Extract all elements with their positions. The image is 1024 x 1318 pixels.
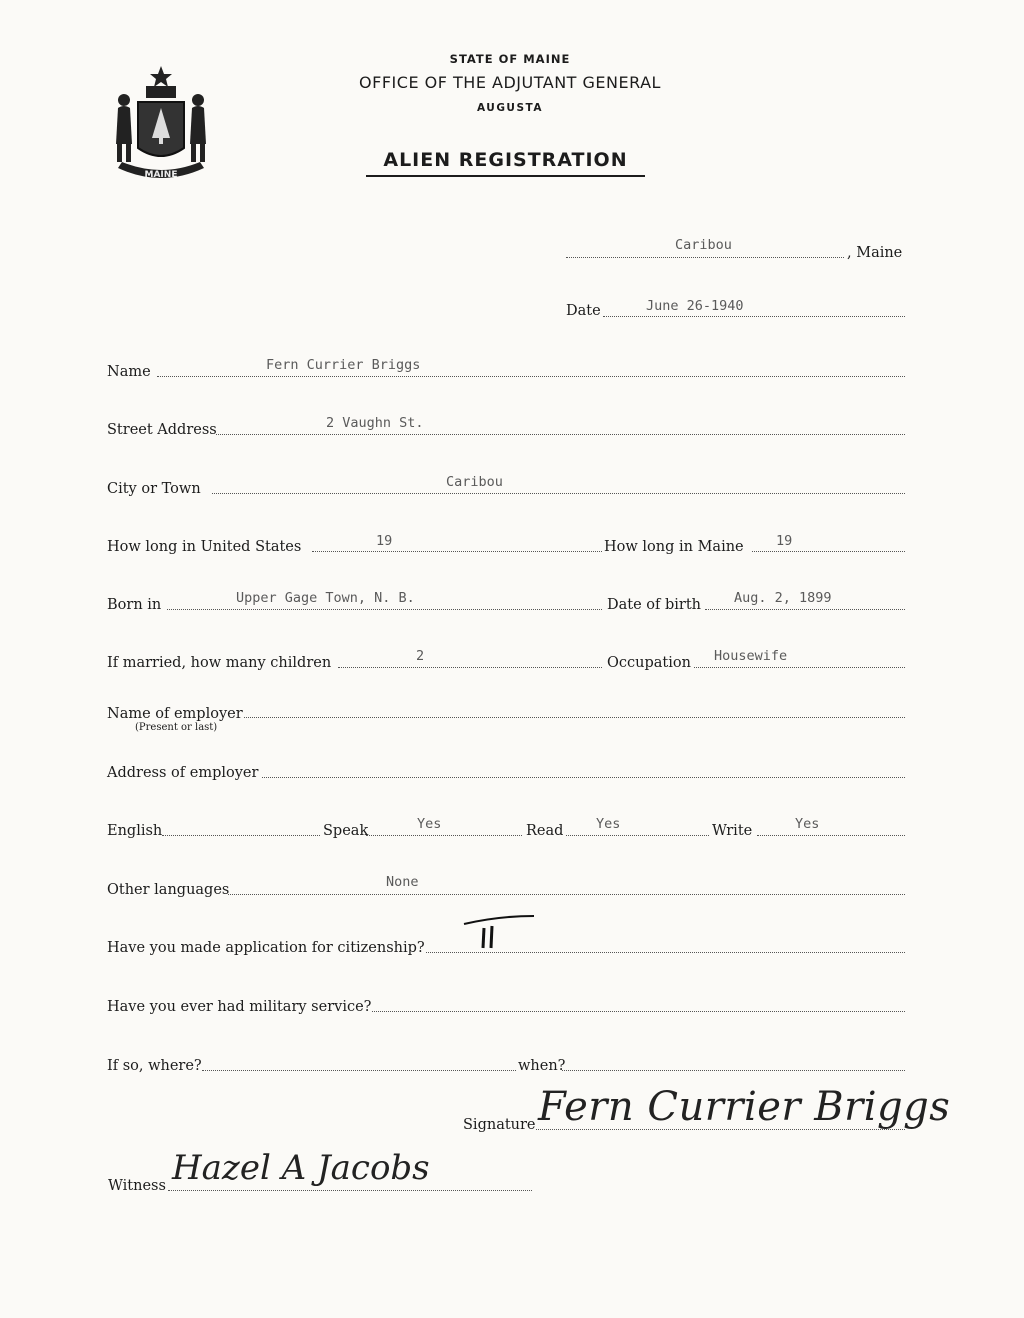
occupation-value: Housewife xyxy=(714,648,788,664)
us-value: 19 xyxy=(376,533,393,549)
date-line xyxy=(603,316,905,317)
where-line xyxy=(202,1070,516,1071)
children-value: 2 xyxy=(416,648,425,664)
date-label: Date xyxy=(566,303,601,319)
citizenship-label: Have you made application for citizenship? xyxy=(107,940,425,956)
speak-value: Yes xyxy=(417,816,442,832)
employer-address-line xyxy=(262,777,905,778)
born-label: Born in xyxy=(107,597,162,613)
place-line xyxy=(566,257,844,258)
us-line xyxy=(312,551,602,552)
street-line xyxy=(216,434,905,435)
born-line xyxy=(167,609,602,610)
city-value: Caribou xyxy=(446,474,503,490)
header-city: AUGUSTA xyxy=(476,102,543,114)
english-line xyxy=(162,835,320,836)
other-lang-line xyxy=(228,894,905,895)
header-state: STATE OF MAINE xyxy=(449,52,571,66)
maine-value: 19 xyxy=(776,533,793,549)
witness-label: Witness xyxy=(108,1178,166,1194)
maine-state-seal xyxy=(108,64,214,186)
witness-value: Hazel A Jacobs xyxy=(172,1148,430,1188)
signature-value: Fern Currier Briggs xyxy=(538,1084,951,1130)
when-label: when? xyxy=(518,1058,566,1074)
maine-label: How long in Maine xyxy=(604,539,744,555)
header-office: OFFICE OF THE ADJUTANT GENERAL xyxy=(359,73,661,92)
street-value: 2 Vaughn St. xyxy=(326,415,424,431)
citizenship-line xyxy=(426,952,905,953)
occupation-line xyxy=(694,667,905,668)
employer-label: Name of employer xyxy=(107,706,243,722)
where-label: If so, where? xyxy=(107,1058,202,1074)
children-label: If married, how many children xyxy=(107,655,332,671)
dob-value: Aug. 2, 1899 xyxy=(734,590,832,606)
us-label: How long in United States xyxy=(107,539,302,555)
employer-sub: (Present or last) xyxy=(135,722,218,733)
write-value: Yes xyxy=(795,816,820,832)
military-line xyxy=(372,1011,905,1012)
born-value: Upper Gage Town, N. B. xyxy=(236,590,415,606)
dob-label: Date of birth xyxy=(607,597,702,613)
city-line xyxy=(212,493,905,494)
military-label: Have you ever had military service? xyxy=(107,999,372,1015)
witness-line xyxy=(168,1190,532,1191)
speak-label: Speak xyxy=(323,823,369,839)
seal-label: MAINE xyxy=(144,170,178,180)
place-value: Caribou xyxy=(675,237,732,253)
maine-line xyxy=(752,551,905,552)
name-line xyxy=(157,376,905,377)
when-line xyxy=(562,1070,905,1071)
speak-line xyxy=(366,835,522,836)
dob-line xyxy=(705,609,905,610)
name-value: Fern Currier Briggs xyxy=(266,357,421,373)
other-lang-value: None xyxy=(386,874,419,890)
write-label: Write xyxy=(712,823,753,839)
form-title: ALIEN REGISTRATION xyxy=(366,149,645,177)
ditto-mark xyxy=(458,912,538,952)
children-line xyxy=(338,667,602,668)
signature-label: Signature xyxy=(463,1117,536,1133)
read-label: Read xyxy=(526,823,564,839)
street-label: Street Address xyxy=(107,422,217,438)
write-line xyxy=(757,835,905,836)
employer-address-label: Address of employer xyxy=(107,765,259,781)
name-label: Name xyxy=(107,364,151,380)
city-label: City or Town xyxy=(107,481,201,497)
read-value: Yes xyxy=(596,816,621,832)
occupation-label: Occupation xyxy=(607,655,691,671)
employer-line xyxy=(244,717,905,718)
place-label: , Maine xyxy=(847,245,903,261)
other-lang-label: Other languages xyxy=(107,882,230,898)
date-value: June 26-1940 xyxy=(646,298,744,314)
read-line xyxy=(566,835,709,836)
english-label: English xyxy=(107,823,163,839)
